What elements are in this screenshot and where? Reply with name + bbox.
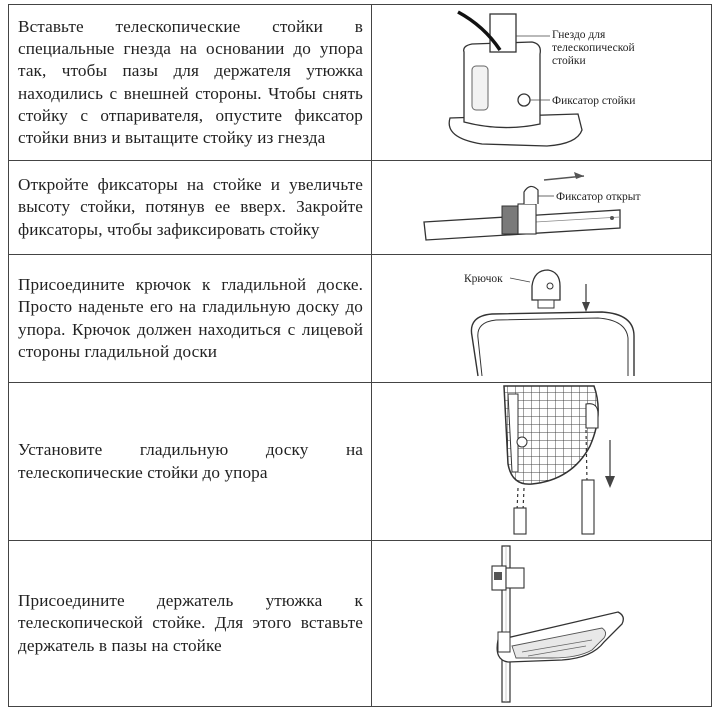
step-1-figure (372, 5, 712, 161)
step-row-5 (9, 541, 712, 707)
label-hook: Крючок (464, 272, 503, 285)
label-socket-2: телескопической (552, 41, 635, 54)
instruction-table (8, 4, 712, 707)
step-2-figure (372, 161, 712, 255)
step-1-text: Вставьте телескопические стойки в специальные гнезда на основании до упора так, чтобы пазы для держателя утюжка находились с внешней стороны. Чтобы снять стойку с отпаривателя, опустите фиксатор стойки вниз и вытащите стойку из гнезда (9, 5, 372, 161)
step-3-figure (372, 255, 712, 383)
label-socket-1: Гнездо для (552, 28, 606, 41)
hook-illustration (372, 256, 719, 382)
steamer-base-illustration (372, 6, 719, 160)
step-row-2 (9, 161, 712, 255)
step-4-figure (372, 383, 712, 541)
board-mount-illustration (372, 384, 719, 540)
step-5-figure (372, 541, 712, 707)
pole-lock-illustration (372, 162, 719, 254)
iron-holder-illustration (372, 542, 719, 706)
label-lock-open: Фиксатор открыт (556, 190, 641, 203)
step-5-text: Присоедините держатель утюжка к телескопической стойке. Для этого вставьте держатель в пазы на стойке (9, 541, 372, 707)
step-row-1 (9, 5, 712, 161)
label-socket-3: стойки (552, 54, 586, 67)
step-row-3 (9, 255, 712, 383)
label-pole-lock: Фиксатор стойки (552, 94, 636, 107)
step-2-text: Откройте фиксаторы на стойке и увеличьте высоту стойки, потянув ее вверх. Закройте фиксаторы, чтобы зафиксировать стойку (9, 161, 372, 255)
step-4-text: Установите гладильную доску на телескопические стойки до упора (9, 383, 372, 541)
step-row-4 (9, 383, 712, 541)
step-3-text: Присоедините крючок к гладильной доске. Просто наденьте его на гладильную доску до упора. Крючок должен находиться с лицевой стороны гладильной доски (9, 255, 372, 383)
